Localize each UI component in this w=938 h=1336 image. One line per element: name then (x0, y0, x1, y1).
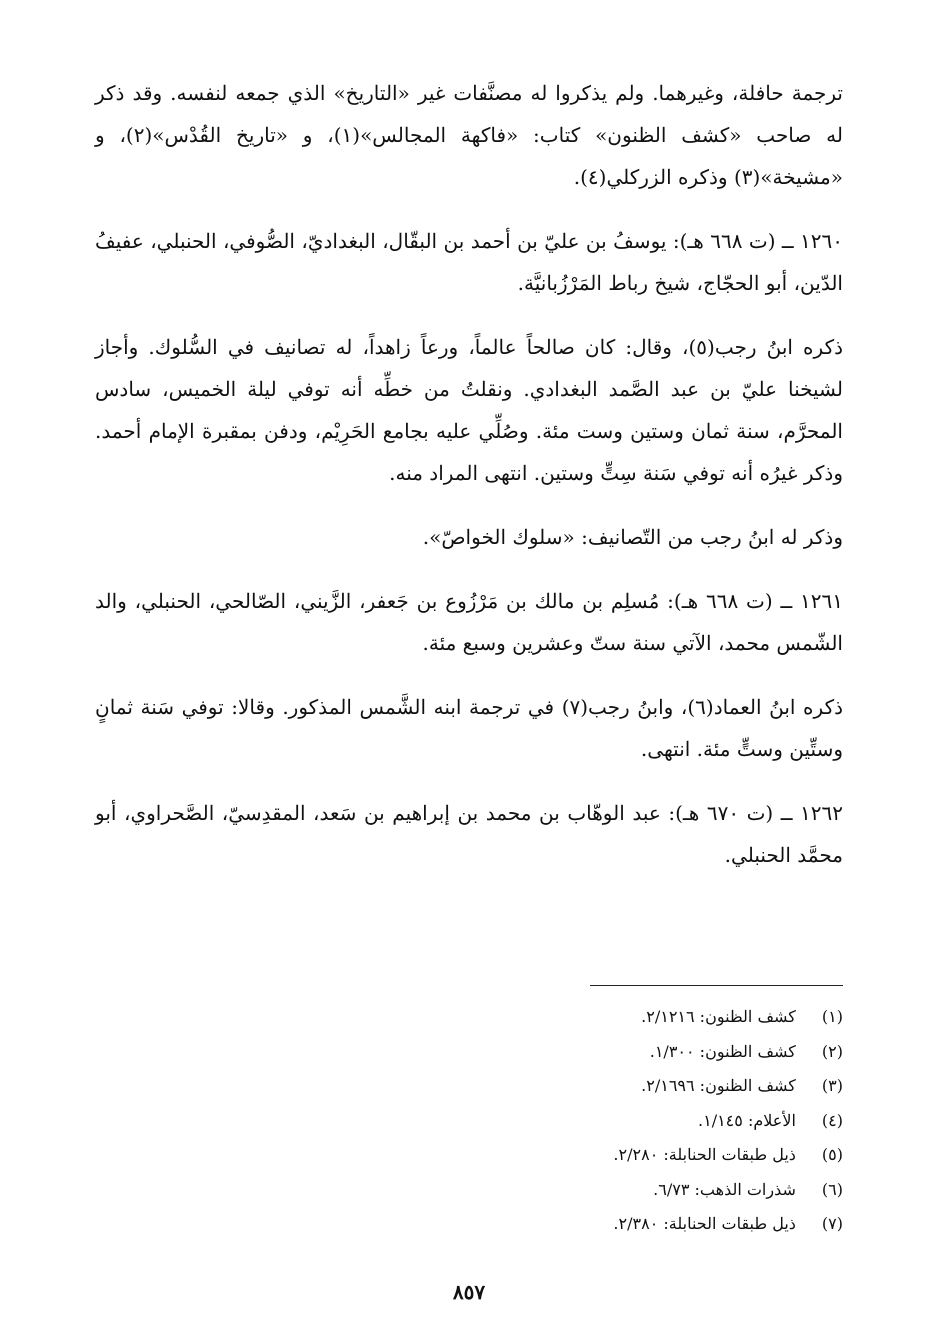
paragraph-1260-ibn-rajab: ذكره ابنُ رجب(٥)، وقال: كان صالحاً عالماً، ورعاً زاهداً، له تصانيف في السُّلوك. وأجاز لشيخنا عليّ بن عبد الصَّمد البغدادي. ونقلتُ من خطِّه أنه توفي ليلة الخميس، سادس المحرَّم، سنة ثمان وستين وست مئة. وصُلِّي عليه بجامع الحَرِيْم، ودفن بمقبرة الإمام أحمد. وذكر غيرُه أنه توفي سَنة سِتٍّ وستين. انتهى المراد منه. (95, 335, 843, 485)
footnote-item (440, 1138, 843, 1173)
footnote-number: (٣) (821, 1076, 843, 1095)
footnote-item (440, 1035, 843, 1070)
footnote-text: كشف الظنون: ١/٣٠٠. (649, 1041, 796, 1061)
paragraph-1260-works: وذكر له ابنُ رجب من التّصانيف: «سلوك الخواصّ». (422, 525, 843, 549)
entry-1260: ١٢٦٠ ــ (ت ٦٦٨ هـ): يوسفُ بن عليّ بن أحمد بن البقّال، البغداديّ، الصُّوفي، الحنبلي، عفيفُ الدّين، أبو الحجّاج، شيخ رباط المَرْزُبانيَّة. (95, 229, 844, 295)
footnote-number: (٦) (821, 1179, 843, 1199)
footnote-text: ذيل طبقات الحنابلة: ٢/٢٨٠. (613, 1145, 796, 1164)
footnote-text: الأعلام: ١/١٤٥. (698, 1110, 796, 1130)
footnote-item (440, 1207, 843, 1242)
paragraph-continuation: ترجمة حافلة، وغيرهما. ولم يذكروا له مصنَّفات غير «التاريخ» الذي جمعه لنفسه. وقد ذكر له صاحب «كشف الظنون» كتاب: «فاكهة المجالس»(١)، و «تاريخ القُدْس»(٢)، و «مشيخة»(٣) وذكره الزركلي(٤). (95, 81, 843, 189)
page-number: ٨٥٧ (452, 1280, 486, 1304)
footnote-text: شذرات الذهب: ٦/٧٣. (653, 1179, 796, 1199)
footnotes (440, 1000, 843, 1242)
footnote-number: (٤) (821, 1110, 843, 1130)
footnote-separator (590, 985, 843, 986)
footnote-text: كشف الظنون: ٢/١٢١٦. (641, 1007, 796, 1026)
footnote-item (440, 1104, 843, 1139)
footnote-item (440, 1173, 843, 1208)
footnote-text: كشف الظنون: ٢/١٦٩٦. (641, 1076, 796, 1095)
footnote-number: (٥) (821, 1145, 843, 1164)
footnote-number: (٢) (821, 1041, 843, 1061)
footnote-item (440, 1000, 843, 1035)
footnote-number: (١) (821, 1007, 843, 1026)
footnote-text: ذيل طبقات الحنابلة: ٢/٣٨٠. (613, 1214, 796, 1233)
entry-1261: ١٢٦١ ــ (ت ٦٦٨ هـ): مُسلِم بن مالك بن مَرْزُوع بن جَعفر، الزَّيني، الصّالحي، الحنبلي، والد الشّمس محمد، الآتي سنة ستّ وعشرين وسبع مئة. (95, 589, 844, 655)
entry-1262: ١٢٦٢ ــ (ت ٦٧٠ هـ): عبد الوهّاب بن محمد بن إبراهيم بن سَعد، المقدِسيّ، الصَّحراوي، أبو محمَّد الحنبلي. (95, 801, 844, 867)
main-text (95, 72, 843, 876)
footnote-item (440, 1069, 843, 1104)
footnote-number: (٧) (821, 1214, 843, 1233)
paragraph-1261-sources: ذكره ابنُ العماد(٦)، وابنُ رجب(٧) في ترجمة ابنه الشَّمس المذكور. وقالا: توفي سَنة ثمانٍ وستِّين وستٍّ مئة. انتهى. (95, 695, 843, 761)
